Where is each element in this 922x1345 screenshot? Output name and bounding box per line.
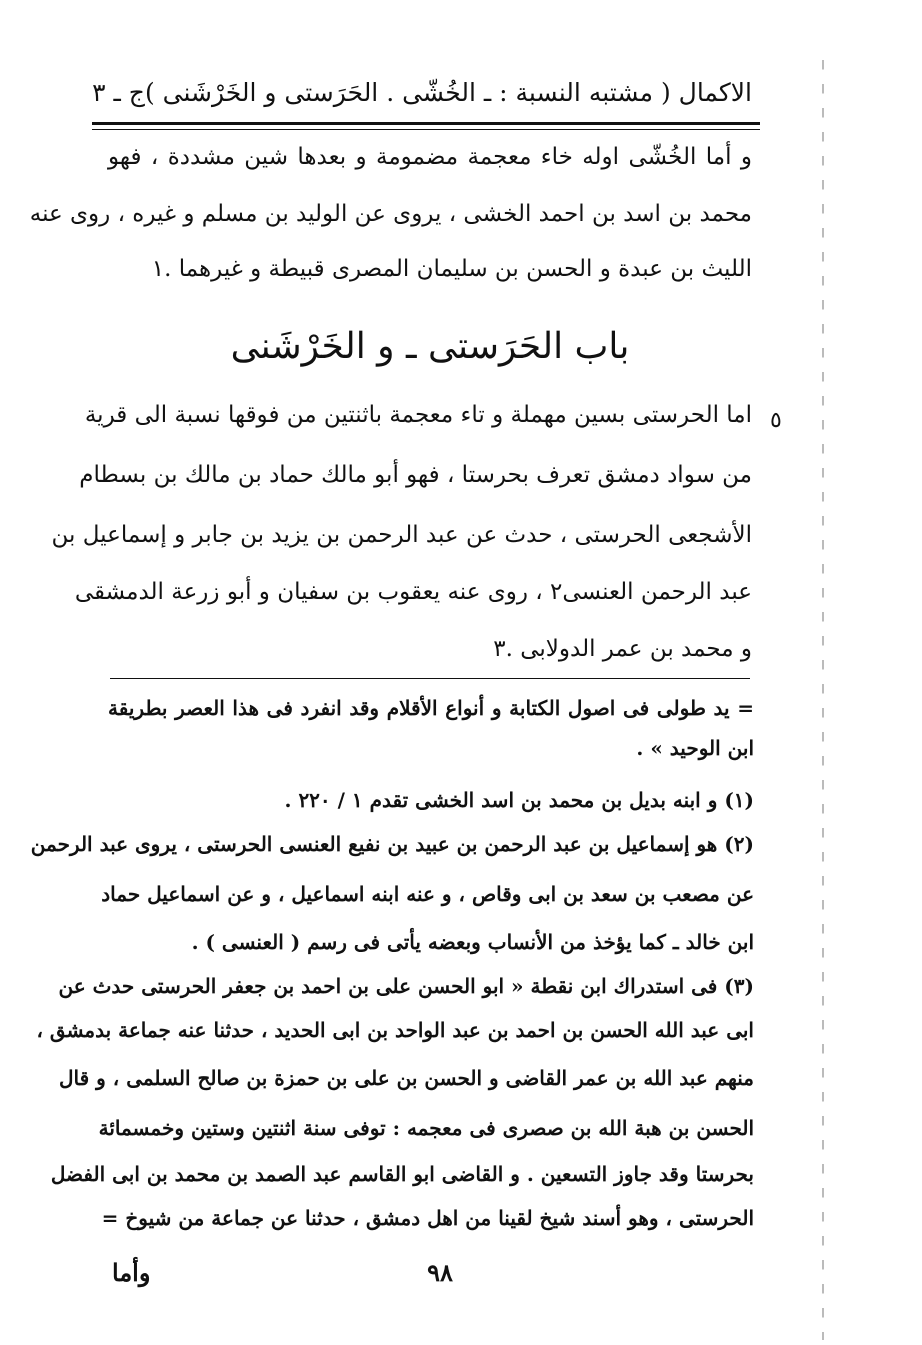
footnote-line: ابن خالد ـ كما يؤخذ من الأنساب وبعضه يأتى فى رسم ( العنسى ) . <box>191 930 754 954</box>
section-heading: باب الحَرَستى ـ و الخَرْشَنى <box>230 326 630 367</box>
footnote-line: (٣) فى استدراك ابن نقطة « ابو الحسن على بن احمد بن جعفر الحرستى حدث عن <box>58 974 754 998</box>
footnote-line: الحسن بن هبة الله بن صصرى فى معجمه : توفى سنة اثنتين وستين وخمسمائة <box>98 1116 754 1140</box>
header-volume: ج ـ ٣ <box>92 77 145 107</box>
footnote-line: ابن الوحيد » . <box>636 736 754 760</box>
section-line: من سواد دمشق تعرف بحرستا ، فهو أبو مالك حماد بن مالك بن بسطام <box>79 462 752 488</box>
footnote-line: عن مصعب بن سعد بن ابى وقاص ، و عنه ابنه اسماعيل ، و عن اسماعيل حماد <box>101 882 754 906</box>
scan-margin-dots <box>822 60 824 1340</box>
main-line: الليث بن عبدة و الحسن بن سليمان المصرى قبيطة و غيرهما .١ <box>151 256 752 282</box>
header-rule-thin <box>92 129 760 130</box>
section-line: الأشجعى الحرستى ، حدث عن عبد الرحمن بن يزيد بن جابر و إسماعيل بن <box>51 522 752 548</box>
section-line: و محمد بن عمر الدولابى .٣ <box>493 636 752 662</box>
footnote-separator <box>110 678 750 679</box>
main-line: و أما الخُشّى اوله خاء معجمة مضمومة و بعدها شين مشددة ، فهو <box>108 144 752 170</box>
main-line: محمد بن اسد بن احمد الخشى ، يروى عن الوليد بن مسلم و غيره ، روى عنه <box>29 201 752 227</box>
section-line: عبد الرحمن العنسى٢ ، روى عنه يعقوب بن سفيان و أبو زرعة الدمشقى <box>74 579 752 605</box>
page-number: ٩٨ <box>427 1258 453 1287</box>
footnote-line: (٢) هو إسماعيل بن عبد الرحمن بن عبيد بن نفيع العنسى الحرستى ، يروى عبد الرحمن <box>30 832 754 856</box>
margin-line-marker: ٥ <box>770 408 782 433</box>
catchword: وأما <box>112 1258 151 1287</box>
running-header <box>92 72 752 112</box>
footnote-line: = يد طولى فى اصول الكتابة و أنواع الأقلام وقد انفرد فى هذا العصر بطريقة <box>108 696 755 720</box>
section-line: اما الحرستى بسين مهملة و تاء معجمة باثنتين من فوقها نسبة الى قرية <box>84 402 752 428</box>
header-rule-thick <box>92 122 760 125</box>
footnote-line: منهم عبد الله بن عمر القاضى و الحسن بن على بن حمزة بن صالح السلمى ، و قال <box>59 1066 754 1090</box>
header-title: الاكمال ( مشتبه النسبة : ـ الخُشّى . الحَرَستى و الخَرْشَنى ) <box>144 77 752 107</box>
footnote-line: الحرستى ، وهو أسند شيخ لقينا من اهل دمشق ، حدثنا عن جماعة من شيوخ = <box>101 1206 754 1230</box>
footnote-line: (١) و ابنه بديل بن محمد بن اسد الخشى تقدم ١ / ٢٢٠ . <box>284 788 754 812</box>
footnote-line: ابى عبد الله الحسن بن احمد بن عبد الواحد بن ابى الحديد ، حدثنا عنه جماعة بدمشق ، <box>36 1018 754 1042</box>
footnote-line: بحرستا وقد جاوز التسعين . و القاضى ابو القاسم عبد الصمد بن محمد بن ابى الفضل <box>50 1162 754 1186</box>
